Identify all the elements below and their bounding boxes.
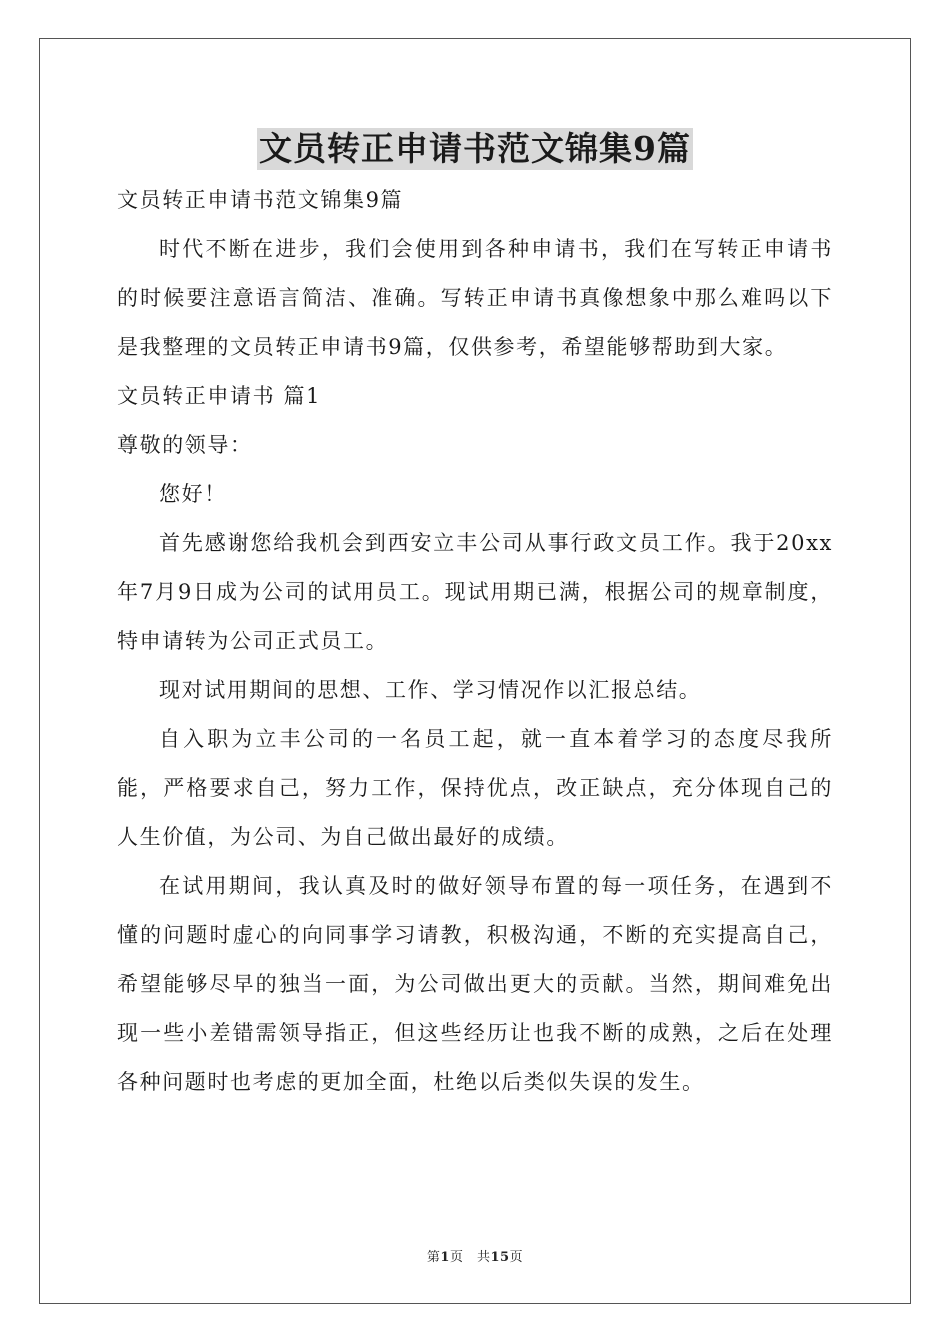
body-paragraph: 在试用期间，我认真及时的做好领导布置的每一项任务，在遇到不懂的问题时虚心的向同事学习请教，积极沟通，不断的充实提高自己，希望能够尽早的独当一面，为公司做出更大的贡献。当然，期间难免出现一些小差错需领导指正，但这些经历让也我不断的成熟，之后在处理各种问题时也考虑的更加全面，杜绝以后类似失误的发生。 xyxy=(117,874,833,1094)
body-paragraph: 现对试用期间的思想、工作、学习情况作以汇报总结。 xyxy=(159,678,702,702)
intro-paragraph: 时代不断在进步，我们会使用到各种申请书，我们在写转正申请书的时候要注意语言简洁、准确。写转正申请书真像想象中那么难吗以下是我整理的文员转正申请书9篇，仅供参考，希望能够帮助到大家。 xyxy=(117,237,833,359)
document-body xyxy=(117,176,833,1107)
section-heading: 文员转正申请书 篇1 xyxy=(117,384,322,408)
greeting: 您好！ xyxy=(159,482,227,506)
subtitle-paragraph: 文员转正申请书范文锦集9篇 xyxy=(117,188,404,212)
footer-suffix: 页 xyxy=(509,1250,524,1265)
title-wrapper xyxy=(0,128,950,170)
page-footer xyxy=(0,1246,950,1265)
footer-prefix: 第 xyxy=(426,1250,441,1265)
document-title: 文员转正申请书范文锦集9篇 xyxy=(259,129,691,168)
current-page-number: 1 xyxy=(440,1250,450,1265)
footer-middle: 页 共 xyxy=(449,1250,491,1265)
body-paragraph: 首先感谢您给我机会到西安立丰公司从事行政文员工作。我于20xx年7月9日成为公司的试用员工。现试用期已满，根据公司的规章制度，特申请转为公司正式员工。 xyxy=(117,531,833,653)
total-pages-number: 15 xyxy=(490,1250,510,1265)
body-paragraph: 自入职为立丰公司的一名员工起，就一直本着学习的态度尽我所能，严格要求自己，努力工作，保持优点，改正缺点，充分体现自己的人生价值，为公司、为自己做出最好的成绩。 xyxy=(117,727,833,849)
salutation: 尊敬的领导： xyxy=(117,433,253,457)
